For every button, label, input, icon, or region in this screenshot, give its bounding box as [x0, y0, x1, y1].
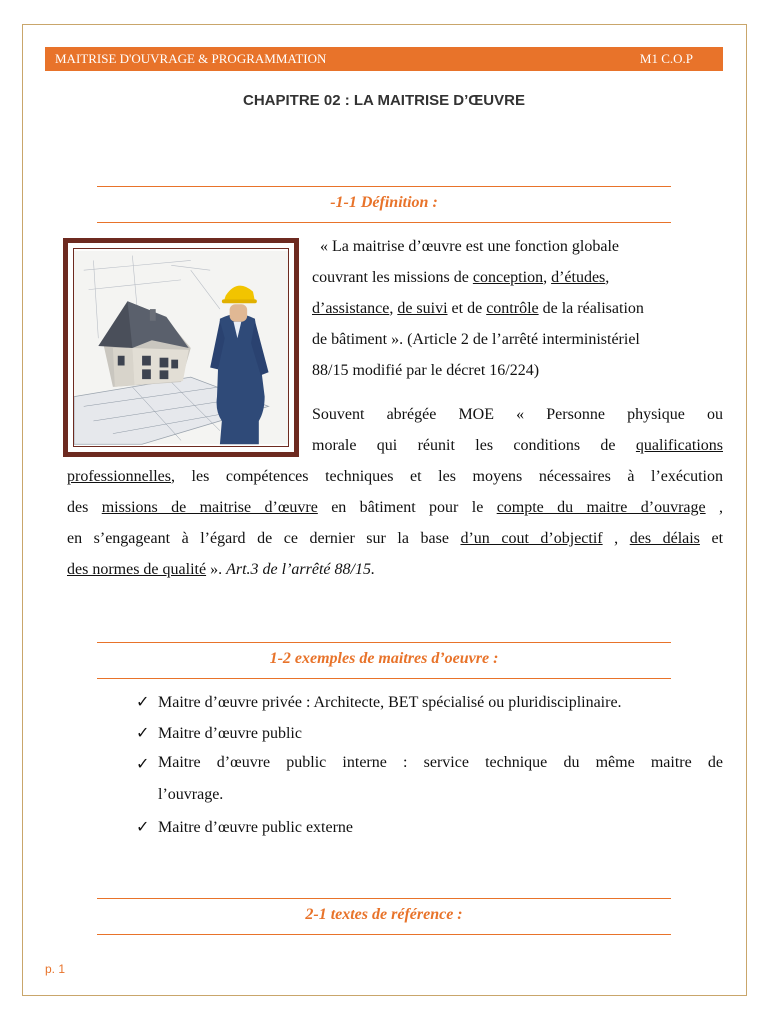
term-cout-objectif: d’un cout d’objectif: [460, 530, 603, 547]
chapter-title: CHAPITRE 02 : LA MAITRISE D’ŒUVRE: [243, 92, 525, 109]
list-item-text: Maitre d’œuvre privée : Architecte, BET spécialisé ou pluridisciplinaire.: [158, 694, 622, 711]
term-assistance: d’assistance: [312, 300, 390, 317]
moe-line-2: [312, 436, 723, 456]
moe-line-5: [67, 529, 723, 549]
moe-line-3: [67, 467, 723, 487]
definition-line-3: [312, 299, 644, 319]
term-missions: missions de maitrise d’œuvre: [101, 499, 318, 516]
definition-line-2: [312, 268, 609, 288]
header-right: M1 C.O.P: [639, 51, 693, 66]
text: ».: [206, 561, 227, 578]
article-reference: Art.3 de l’arrêté 88/15.: [226, 561, 375, 578]
moe-line-6: [67, 560, 375, 580]
list-item: [136, 817, 353, 837]
text: et: [699, 530, 724, 547]
list-item: [136, 723, 302, 743]
list-item: [136, 692, 622, 712]
text: ,: [605, 269, 610, 286]
list-item-text: Maitre d’œuvre public: [158, 725, 302, 742]
section-heading-references: [97, 898, 671, 935]
section-title: 1-2 exemples de maitres d’oeuvre :: [269, 650, 499, 667]
section-title: 2-1 textes de référence :: [305, 906, 463, 923]
moe-line-4: [67, 498, 723, 518]
text: ,: [705, 499, 724, 516]
section-rule-bottom: [97, 934, 671, 935]
term-qualifications: qualifications: [635, 437, 723, 454]
section-rule-bottom: [97, 678, 671, 679]
term-controle: contrôle: [486, 300, 539, 317]
checkmark-icon: ✓: [136, 819, 150, 836]
text: et de: [447, 300, 487, 317]
list-item-text: Maitre d’œuvre public externe: [158, 819, 354, 836]
checkmark-icon: ✓: [136, 694, 150, 711]
header-left: MAITRISE D'OUVRAGE & PROGRAMMATION: [55, 51, 327, 66]
text: , les compétences techniques et les moyens nécessaires à l’exécution: [170, 468, 723, 485]
page-number: p. 1: [45, 962, 66, 976]
definition-line-1: « La maitrise d’œuvre est une fonction globale: [320, 238, 620, 255]
section-title: -1-1 Définition :: [330, 194, 438, 211]
section-heading-definition: [97, 186, 671, 223]
text: des: [67, 499, 102, 516]
text: ,: [602, 530, 630, 547]
list-item-continuation: l’ouvrage.: [158, 786, 224, 803]
section-rule-bottom: [97, 222, 671, 223]
definition-line-4: de bâtiment ». (Article 2 de l’arrêté interministériel: [312, 331, 640, 348]
term-suivi: de suivi: [397, 300, 448, 317]
header-bar: [45, 47, 723, 71]
term-delais: des délais: [629, 530, 700, 547]
definition-line-5: 88/15 modifié par le décret 16/224): [312, 362, 540, 379]
checkmark-icon: ✓: [136, 756, 150, 773]
text: en s’engageant à l’égard de ce dernier sur la base: [67, 530, 461, 547]
text: de la réalisation: [538, 300, 644, 317]
term-professionnelles: professionnelles: [67, 468, 171, 485]
text: en bâtiment pour le: [317, 499, 497, 516]
text: couvrant les missions de: [312, 269, 473, 286]
text: morale qui réunit les conditions de: [312, 437, 636, 454]
illustration-frame: [63, 238, 299, 457]
term-etudes: d’études: [551, 269, 606, 286]
term-conception: conception: [472, 269, 544, 286]
list-item: [136, 754, 723, 774]
architect-house-illustration: [73, 248, 289, 447]
list-item-text: Maitre d’œuvre public interne : service technique du même maitre de: [158, 754, 723, 771]
section-heading-examples: [97, 642, 671, 679]
checkmark-icon: ✓: [136, 725, 150, 742]
text: ,: [389, 300, 398, 317]
text: ,: [543, 269, 552, 286]
term-compte-maitre-ouvrage: compte du maitre d’ouvrage: [496, 499, 706, 516]
moe-line-1: Souvent abrégée MOE « Personne physique ou: [312, 406, 723, 423]
term-normes-qualite: des normes de qualité: [67, 561, 207, 578]
